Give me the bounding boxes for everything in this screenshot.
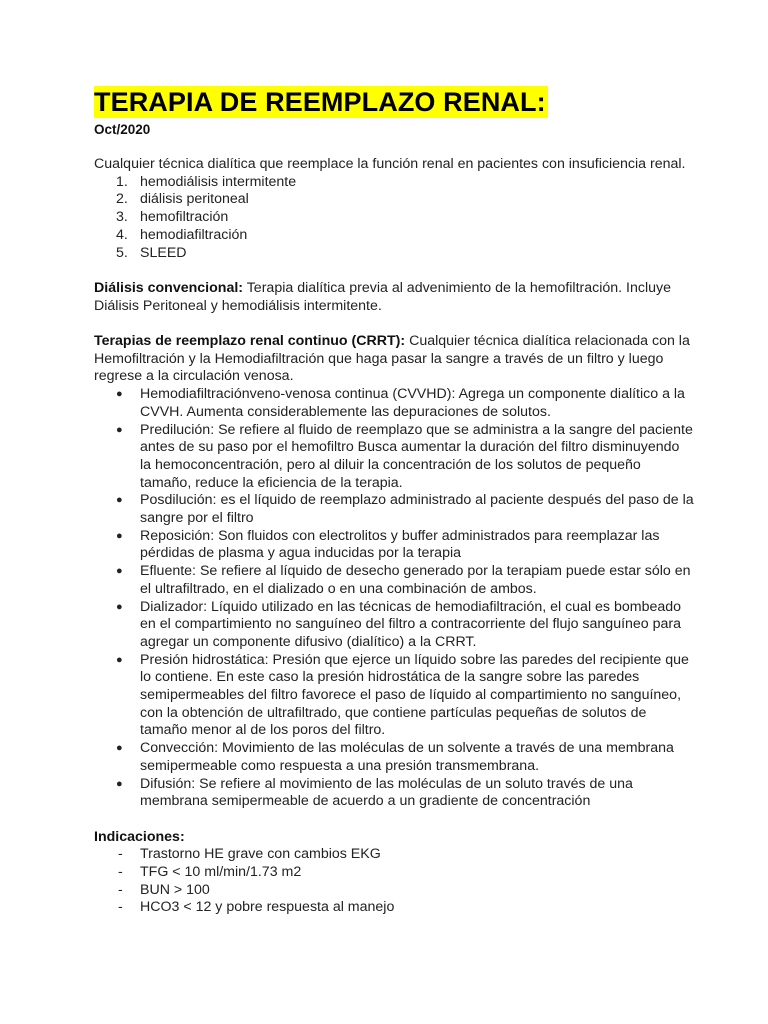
dash-marker: -: [118, 846, 123, 863]
bullet-list-item: [94, 386, 694, 421]
bullet-icon: ●: [116, 777, 123, 790]
conventional-dialysis-text: Terapia dialítica previa al advenimiento de la hemofiltración. Incluye Diálisis Peritoneal y hemodiálisis intermitente.: [94, 279, 671, 314]
numbered-list-item: [94, 191, 694, 209]
list-number: 2.: [116, 191, 128, 208]
indication-text: HCO3 < 12 y pobre respuesta al manejo: [140, 899, 395, 916]
indication-item: [94, 864, 694, 882]
indications-heading-text: Indicaciones:: [94, 828, 185, 845]
bullet-icon: ●: [116, 388, 123, 401]
document-title: TERAPIA DE REEMPLAZO RENAL:: [94, 87, 546, 117]
dash-marker: -: [118, 864, 123, 881]
document-page: [94, 86, 694, 917]
bullet-item-text: Predilución: Se refiere al fluido de reemplazo que se administra a la sangre del paciente antes de su paso por el hemofiltro Busca aumentar la duración del filtro disminuyendo la hemoconcentración, pero al diluir la concentración de los solutos de pequeño tamaño, reduce la eficiencia de la terapia.: [140, 421, 693, 491]
bullet-item-text: Hemodiafiltraciónveno-venosa continua (CVVHD): Agrega un componente dialítico a la CVVH. Aumenta considerablemente las depuraciones de solutos.: [140, 386, 685, 420]
techniques-numbered-list: [94, 174, 694, 263]
numbered-list-item: [94, 245, 694, 263]
indication-text: BUN > 100: [140, 881, 210, 898]
bullet-icon: ●: [116, 600, 123, 613]
crrt-paragraph: [94, 333, 694, 386]
bullet-list-item: [94, 422, 694, 493]
bullet-item-text: Dializador: Líquido utilizado en las técnicas de hemodiafiltración, el cual es bombeado en el compartimiento no sanguíneo del filtro a contracorriente del flujo sanguíneo para agregar un componente difusivo (dialítico) a la CRRT.: [140, 598, 682, 650]
indications-list: [94, 846, 694, 917]
list-item-text: hemofiltración: [140, 209, 229, 226]
bullet-list-item: [94, 652, 694, 741]
indications-heading: [94, 829, 694, 847]
bullet-item-text: Difusión: Se refiere al movimiento de las moléculas de un soluto través de una membrana semipermeable de acuerdo a un gradiente de concentración: [140, 775, 633, 810]
list-item-text: hemodiafiltración: [140, 226, 248, 243]
bullet-list-item: [94, 528, 694, 563]
indication-text: Trastorno HE grave con cambios EKG: [140, 846, 381, 863]
list-number: 5.: [116, 244, 128, 261]
bullet-icon: ●: [116, 423, 123, 436]
bullet-list-item: [94, 599, 694, 652]
crrt-text: Cualquier técnica dialítica relacionada con la Hemofiltración y la Hemodiafiltración que haga pasar la sangre a través de un filtro y luego regrese a la circulación venosa.: [94, 333, 690, 385]
crrt-label: Terapias de reemplazo renal continuo (CRRT):: [94, 333, 406, 349]
bullet-list-item: [94, 776, 694, 811]
numbered-list-item: [94, 227, 694, 245]
indication-item: [94, 899, 694, 917]
dash-marker: -: [118, 881, 123, 898]
numbered-list-item: [94, 209, 694, 227]
bullet-item-text: Convección: Movimiento de las moléculas de un solvente a través de una membrana semipermeable como respuesta a una presión transmembrana.: [140, 740, 674, 774]
bullet-icon: ●: [116, 494, 123, 507]
bullet-item-text: Reposición: Son fluidos con electrolitos y buffer administrados para reemplazar las pérdidas de plasma y agua inducidas por la terapia: [140, 527, 660, 562]
list-item-text: SLEED: [140, 244, 187, 261]
bullet-list-item: [94, 563, 694, 598]
document-date: Oct/2020: [94, 122, 151, 137]
numbered-list-item: [94, 174, 694, 192]
list-number: 4.: [116, 226, 128, 243]
conventional-dialysis-paragraph: [94, 280, 694, 315]
conventional-dialysis-label: Diálisis convencional:: [94, 279, 244, 296]
list-number: 3.: [116, 209, 128, 226]
indication-item: [94, 846, 694, 864]
bullet-item-text: Efluente: Se refiere al líquido de desecho generado por la terapiam puede estar sólo en el ultrafiltrado, en el dializado o en una combinación de ambos.: [140, 563, 691, 597]
list-item-text: hemodiálisis intermitente: [140, 173, 297, 190]
bullet-icon: ●: [116, 565, 123, 578]
indication-text: TFG < 10 ml/min/1.73 m2: [140, 864, 302, 881]
bullet-list-item: [94, 740, 694, 775]
bullet-icon: ●: [116, 742, 123, 755]
list-number: 1.: [116, 173, 128, 190]
intro-paragraph: Cualquier técnica dialítica que reemplace la función renal en pacientes con insuficiencia renal.: [94, 156, 686, 172]
bullet-icon: ●: [116, 653, 123, 666]
bullet-item-text: Presión hidrostática: Presión que ejerce un líquido sobre las paredes del recipiente que lo contiene. En este caso la presión hidrostática de la sangre sobre las paredes semipermeables del filtro favorece el paso de líquido al compartimiento no sanguíneo, con la obtención de ultrafiltrado, que contiene partículas pequeñas de solutos de tamaño menor al de los poros del filtro.: [140, 651, 689, 739]
list-item-text: diálisis peritoneal: [140, 191, 249, 208]
bullet-icon: ●: [116, 529, 123, 542]
crrt-definitions-list: [94, 386, 694, 811]
dash-marker: -: [118, 899, 123, 916]
bullet-item-text: Posdilución: es el líquido de reemplazo administrado al paciente después del paso de la sangre por el filtro: [140, 492, 694, 527]
indication-item: [94, 882, 694, 900]
bullet-list-item: [94, 492, 694, 527]
